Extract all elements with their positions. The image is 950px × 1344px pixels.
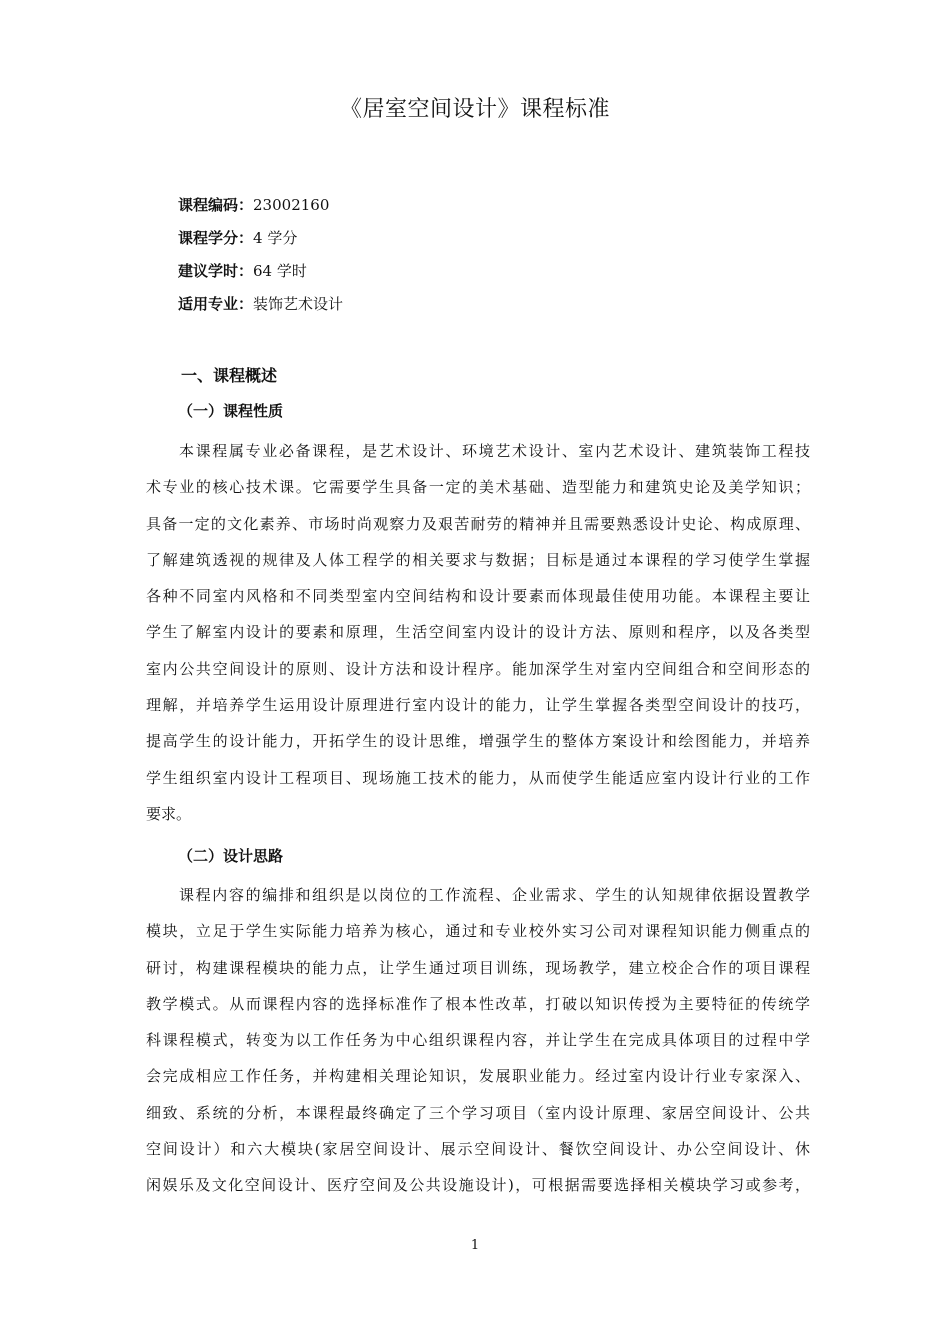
document-title: 《居室空间设计》课程标准	[339, 97, 610, 122]
text-line: 研讨，构建课程模块的能力点，让学生通过项目训练，现场教学，建立校企合作的项目课程	[146, 958, 810, 977]
subsection-heading-design-approach: （二）设计思路	[178, 847, 284, 865]
course-code-value: 23002160	[253, 196, 330, 214]
page-number: 1	[470, 1238, 480, 1253]
text-line: 科课程模式，转变为以工作任务为中心组织课程内容，并让学生在完成具体项目的过程中学	[146, 1031, 810, 1050]
paragraph-design-approach	[146, 880, 810, 1207]
course-credits-value: 4 学分	[253, 229, 298, 247]
suggested-hours-label: 建议学时：	[178, 262, 254, 280]
text-line: 室内公共空间设计的原则、设计方法和设计程序。能加深学生对室内空间组合和空间形态的	[146, 659, 810, 678]
text-line: 了解建筑透视的规律及人体工程学的相关要求与数据；目标是通过本课程的学习使学生掌握	[146, 550, 810, 569]
text-line: 具备一定的文化素养、市场时尚观察力及艰苦耐劳的精神并且需要熟悉设计史论、构成原理、	[146, 514, 810, 533]
course-code-label: 课程编码：	[178, 196, 254, 214]
text-line: 模块，立足于学生实际能力培养为核心，通过和专业校外实习公司对课程知识能力侧重点的	[146, 922, 810, 941]
section-heading-overview: 一、课程概述	[181, 366, 278, 385]
suggested-hours-value: 64 学时	[253, 262, 307, 280]
text-line: 学生组织室内设计工程项目、现场施工技术的能力，从而使学生能适应室内设计行业的工作	[146, 768, 810, 787]
text-line: 空间设计）和六大模块(家居空间设计、展示空间设计、餐饮空间设计、办公空间设计、休	[146, 1140, 810, 1159]
text-line: 闲娱乐及文化空间设计、医疗空间及公共设施设计)，可根据需要选择相关模块学习或参考，	[146, 1176, 810, 1195]
text-line: 本课程属专业必备课程，是艺术设计、环境艺术设计、室内艺术设计、建筑装饰工程技	[179, 442, 810, 460]
course-credits-label: 课程学分：	[178, 229, 254, 247]
course-credits-row	[178, 223, 778, 256]
course-code-row	[178, 190, 778, 223]
text-line: 学生了解室内设计的要素和原理，生活空间室内设计的设计方法、原则和程序，以及各类型	[146, 623, 810, 642]
text-line: 细致、系统的分析，本课程最终确定了三个学习项目（室内设计原理、家居空间设计、公共	[146, 1103, 810, 1122]
paragraph-course-nature	[146, 436, 810, 835]
applicable-major-label: 适用专业：	[178, 295, 254, 313]
text-line: 提高学生的设计能力，开拓学生的设计思维，增强学生的整体方案设计和绘图能力，并培养	[146, 732, 810, 751]
suggested-hours-row	[178, 256, 778, 289]
applicable-major-row	[178, 289, 778, 322]
course-info	[178, 190, 778, 322]
text-line: 教学模式。从而课程内容的选择标准作了根本性改革，打破以知识传授为主要特征的传统学	[146, 994, 810, 1013]
text-line: 会完成相应工作任务，并构建相关理论知识，发展职业能力。经过室内设计行业专家深入、	[146, 1067, 810, 1086]
text-line: 要求。	[146, 804, 192, 823]
subsection-heading-nature: （一）课程性质	[178, 402, 284, 420]
applicable-major-value: 装饰艺术设计	[253, 295, 344, 313]
text-line: 术专业的核心技术课。它需要学生具备一定的美术基础、造型能力和建筑史论及美学知识；	[146, 478, 810, 497]
text-line: 各种不同室内风格和不同类型室内空间结构和设计要素而体现最佳使用功能。本课程主要让	[146, 587, 810, 606]
text-line: 理解，并培养学生运用设计原理进行室内设计的能力，让学生掌握各类型空间设计的技巧，	[146, 696, 810, 715]
text-line: 课程内容的编排和组织是以岗位的工作流程、企业需求、学生的认知规律依据设置教学	[179, 886, 810, 904]
